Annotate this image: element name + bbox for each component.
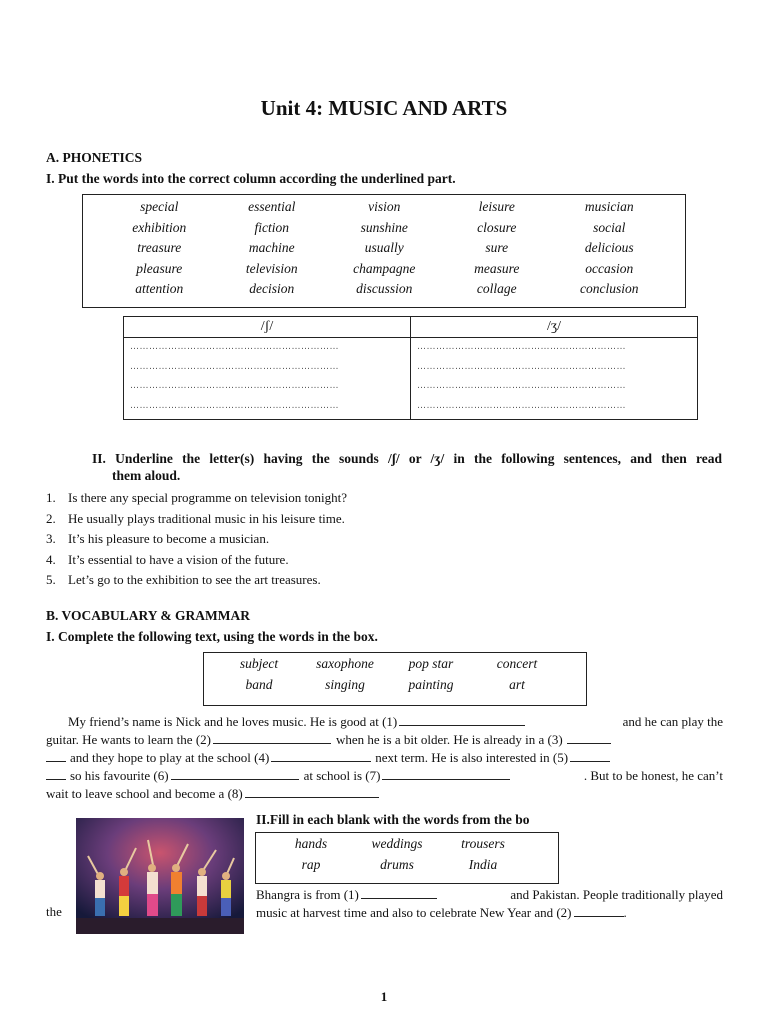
dotted-line: …………………………………………………………: [417, 381, 626, 391]
blank-2[interactable]: [213, 731, 331, 744]
word-row: [268, 854, 558, 875]
dotted-line: …………………………………………………………: [130, 381, 339, 391]
sentence-text: It’s his pleasure to become a musician.: [68, 531, 270, 547]
exercise-b2-instruction: II.Fill in each blank with the words from the bo: [256, 812, 530, 827]
blank-8[interactable]: [245, 785, 379, 798]
word-item: discussion: [356, 281, 413, 297]
word-item: champagne: [353, 260, 416, 276]
word-row: [216, 674, 586, 695]
sentence-number: 1.: [46, 490, 56, 506]
word-item: exhibition: [132, 219, 187, 235]
blank-6[interactable]: [171, 767, 299, 780]
word-item: usually: [364, 240, 404, 256]
paragraph-text: and Pakistan. People traditionally played: [510, 887, 723, 902]
word-item: sure: [485, 240, 509, 256]
paragraph-text: and he can play the: [622, 714, 723, 729]
sentence-number: 3.: [46, 531, 56, 547]
word-item: collage: [476, 281, 517, 297]
section-b-heading: B. VOCABULARY & GRAMMAR: [46, 608, 250, 623]
word-row: [83, 238, 685, 259]
sound-columns-table: [123, 316, 698, 420]
paragraph-text: guitar. He wants to learn the (2): [46, 732, 211, 747]
answer-column-zh[interactable]: [411, 338, 698, 420]
word-item: subject: [239, 655, 279, 671]
word-row: [83, 259, 685, 280]
word-item: singing: [325, 676, 365, 692]
word-item: musician: [584, 199, 634, 215]
word-item: leisure: [478, 199, 515, 215]
word-item: sunshine: [360, 219, 408, 235]
word-item: closure: [477, 219, 517, 235]
sentence-item: [46, 488, 347, 509]
paragraph-text: wait to leave school and become a (8): [46, 786, 243, 801]
word-item: India: [468, 856, 498, 872]
nick-paragraph: [46, 713, 723, 803]
word-item: band: [245, 676, 273, 692]
exercise-a2-instruction-line2: them aloud.: [112, 468, 181, 483]
page-title: Unit 4: MUSIC AND ARTS: [260, 96, 508, 120]
word-item: saxophone: [316, 655, 374, 671]
sentence-text: Is there any special programme on television tonight?: [68, 490, 348, 506]
sentence-number: 2.: [46, 510, 56, 526]
paragraph-text: so his favourite (6): [70, 768, 169, 783]
word-item: weddings: [371, 835, 423, 851]
page-number: 1: [380, 989, 388, 1004]
bhangra-paragraph: [256, 886, 723, 922]
blank-1[interactable]: [399, 713, 525, 726]
blank-b2-1[interactable]: [361, 886, 437, 899]
paragraph-text: music at harvest time and also to celebrate New Year and (2): [256, 905, 572, 920]
blank-5-continued[interactable]: [46, 767, 66, 780]
the-word: the: [46, 904, 62, 919]
word-item: painting: [408, 676, 454, 692]
word-row: [83, 279, 685, 300]
sentence-number: 5.: [46, 572, 56, 588]
dotted-line: …………………………………………………………: [130, 342, 339, 352]
sentence-item: [46, 509, 347, 530]
dotted-line: …………………………………………………………: [417, 400, 626, 411]
sentence-item: [46, 529, 347, 550]
word-item: attention: [135, 281, 184, 297]
word-item: special: [140, 199, 179, 215]
blank-b2-2[interactable]: [574, 904, 624, 917]
word-row: [216, 653, 586, 674]
column-header-zh: /ʒ/: [411, 317, 698, 338]
blank-5[interactable]: [570, 749, 610, 762]
sentence-item: [46, 550, 347, 571]
dancers-image: [76, 818, 244, 934]
paragraph-text: Bhangra is from (1): [256, 887, 359, 902]
exercise-b1-instruction: I. Complete the following text, using the words in the box.: [46, 629, 378, 644]
sentence-item: [46, 570, 347, 591]
exercise-a1-instruction: I. Put the words into the correct column according the underlined part.: [46, 171, 456, 186]
paragraph-text: at school is (7): [303, 768, 381, 783]
word-item: pleasure: [136, 260, 183, 276]
section-a-heading: A. PHONETICS: [46, 150, 143, 165]
vocabulary-word-box: [203, 652, 587, 706]
sentence-text: He usually plays traditional music in his leisure time.: [68, 510, 345, 526]
dotted-line: …………………………………………………………: [130, 361, 339, 372]
word-item: concert: [496, 655, 538, 671]
bhangra-word-box: [255, 832, 559, 884]
answer-column-sh[interactable]: [124, 338, 411, 420]
dotted-line: …………………………………………………………: [130, 400, 339, 411]
column-header-sh: /ʃ/: [124, 317, 411, 338]
paragraph-text: and they hope to play at the school (4): [70, 750, 270, 765]
paragraph-text: . But to be honest, he can’t: [583, 768, 723, 783]
word-row: [83, 218, 685, 239]
word-item: delicious: [584, 240, 634, 256]
dotted-line: …………………………………………………………: [417, 361, 626, 372]
sentence-text: It’s essential to have a vision of the future.: [68, 551, 289, 567]
paragraph-text: next term. He is also interested in (5): [375, 750, 569, 765]
blank-3-continued[interactable]: [46, 749, 66, 762]
word-item: drums: [380, 856, 414, 872]
word-row: [83, 197, 685, 218]
sentence-text: Let’s go to the exhibition to see the art treasures.: [68, 572, 321, 588]
word-item: art: [509, 676, 525, 692]
word-item: decision: [249, 281, 295, 297]
paragraph-text: when he is a bit older. He is already in a (3): [335, 732, 563, 747]
word-item: pop star: [408, 655, 454, 671]
word-item: hands: [294, 835, 328, 851]
word-item: fiction: [254, 219, 289, 235]
exercise-a2-instruction-line1: II. Underline the letter(s) having the sounds /ʃ/ or /ʒ/ in the following sentences, and then read: [92, 451, 722, 466]
paragraph-text: .: [623, 905, 627, 920]
dotted-line: …………………………………………………………: [417, 342, 626, 352]
word-item: vision: [368, 199, 401, 215]
sentence-number: 4.: [46, 551, 56, 567]
word-item: machine: [248, 240, 295, 256]
phonetics-word-box: [82, 194, 686, 308]
word-item: rap: [301, 856, 321, 872]
paragraph-text: My friend’s name is Nick and he loves music. He is good at (1): [68, 714, 398, 729]
sentence-list: [46, 488, 347, 591]
word-row: [268, 833, 558, 854]
word-grid: [83, 197, 685, 300]
blank-7[interactable]: [382, 767, 510, 780]
word-item: social: [593, 219, 626, 235]
word-item: treasure: [137, 240, 182, 256]
word-item: television: [245, 260, 298, 276]
bhangra-dancers-photo: [76, 818, 244, 934]
word-item: occasion: [585, 260, 634, 276]
word-item: conclusion: [580, 281, 639, 297]
blank-3[interactable]: [567, 731, 611, 744]
blank-4[interactable]: [271, 749, 371, 762]
word-item: trousers: [461, 835, 505, 851]
word-item: measure: [474, 260, 520, 276]
word-item: essential: [248, 199, 296, 215]
